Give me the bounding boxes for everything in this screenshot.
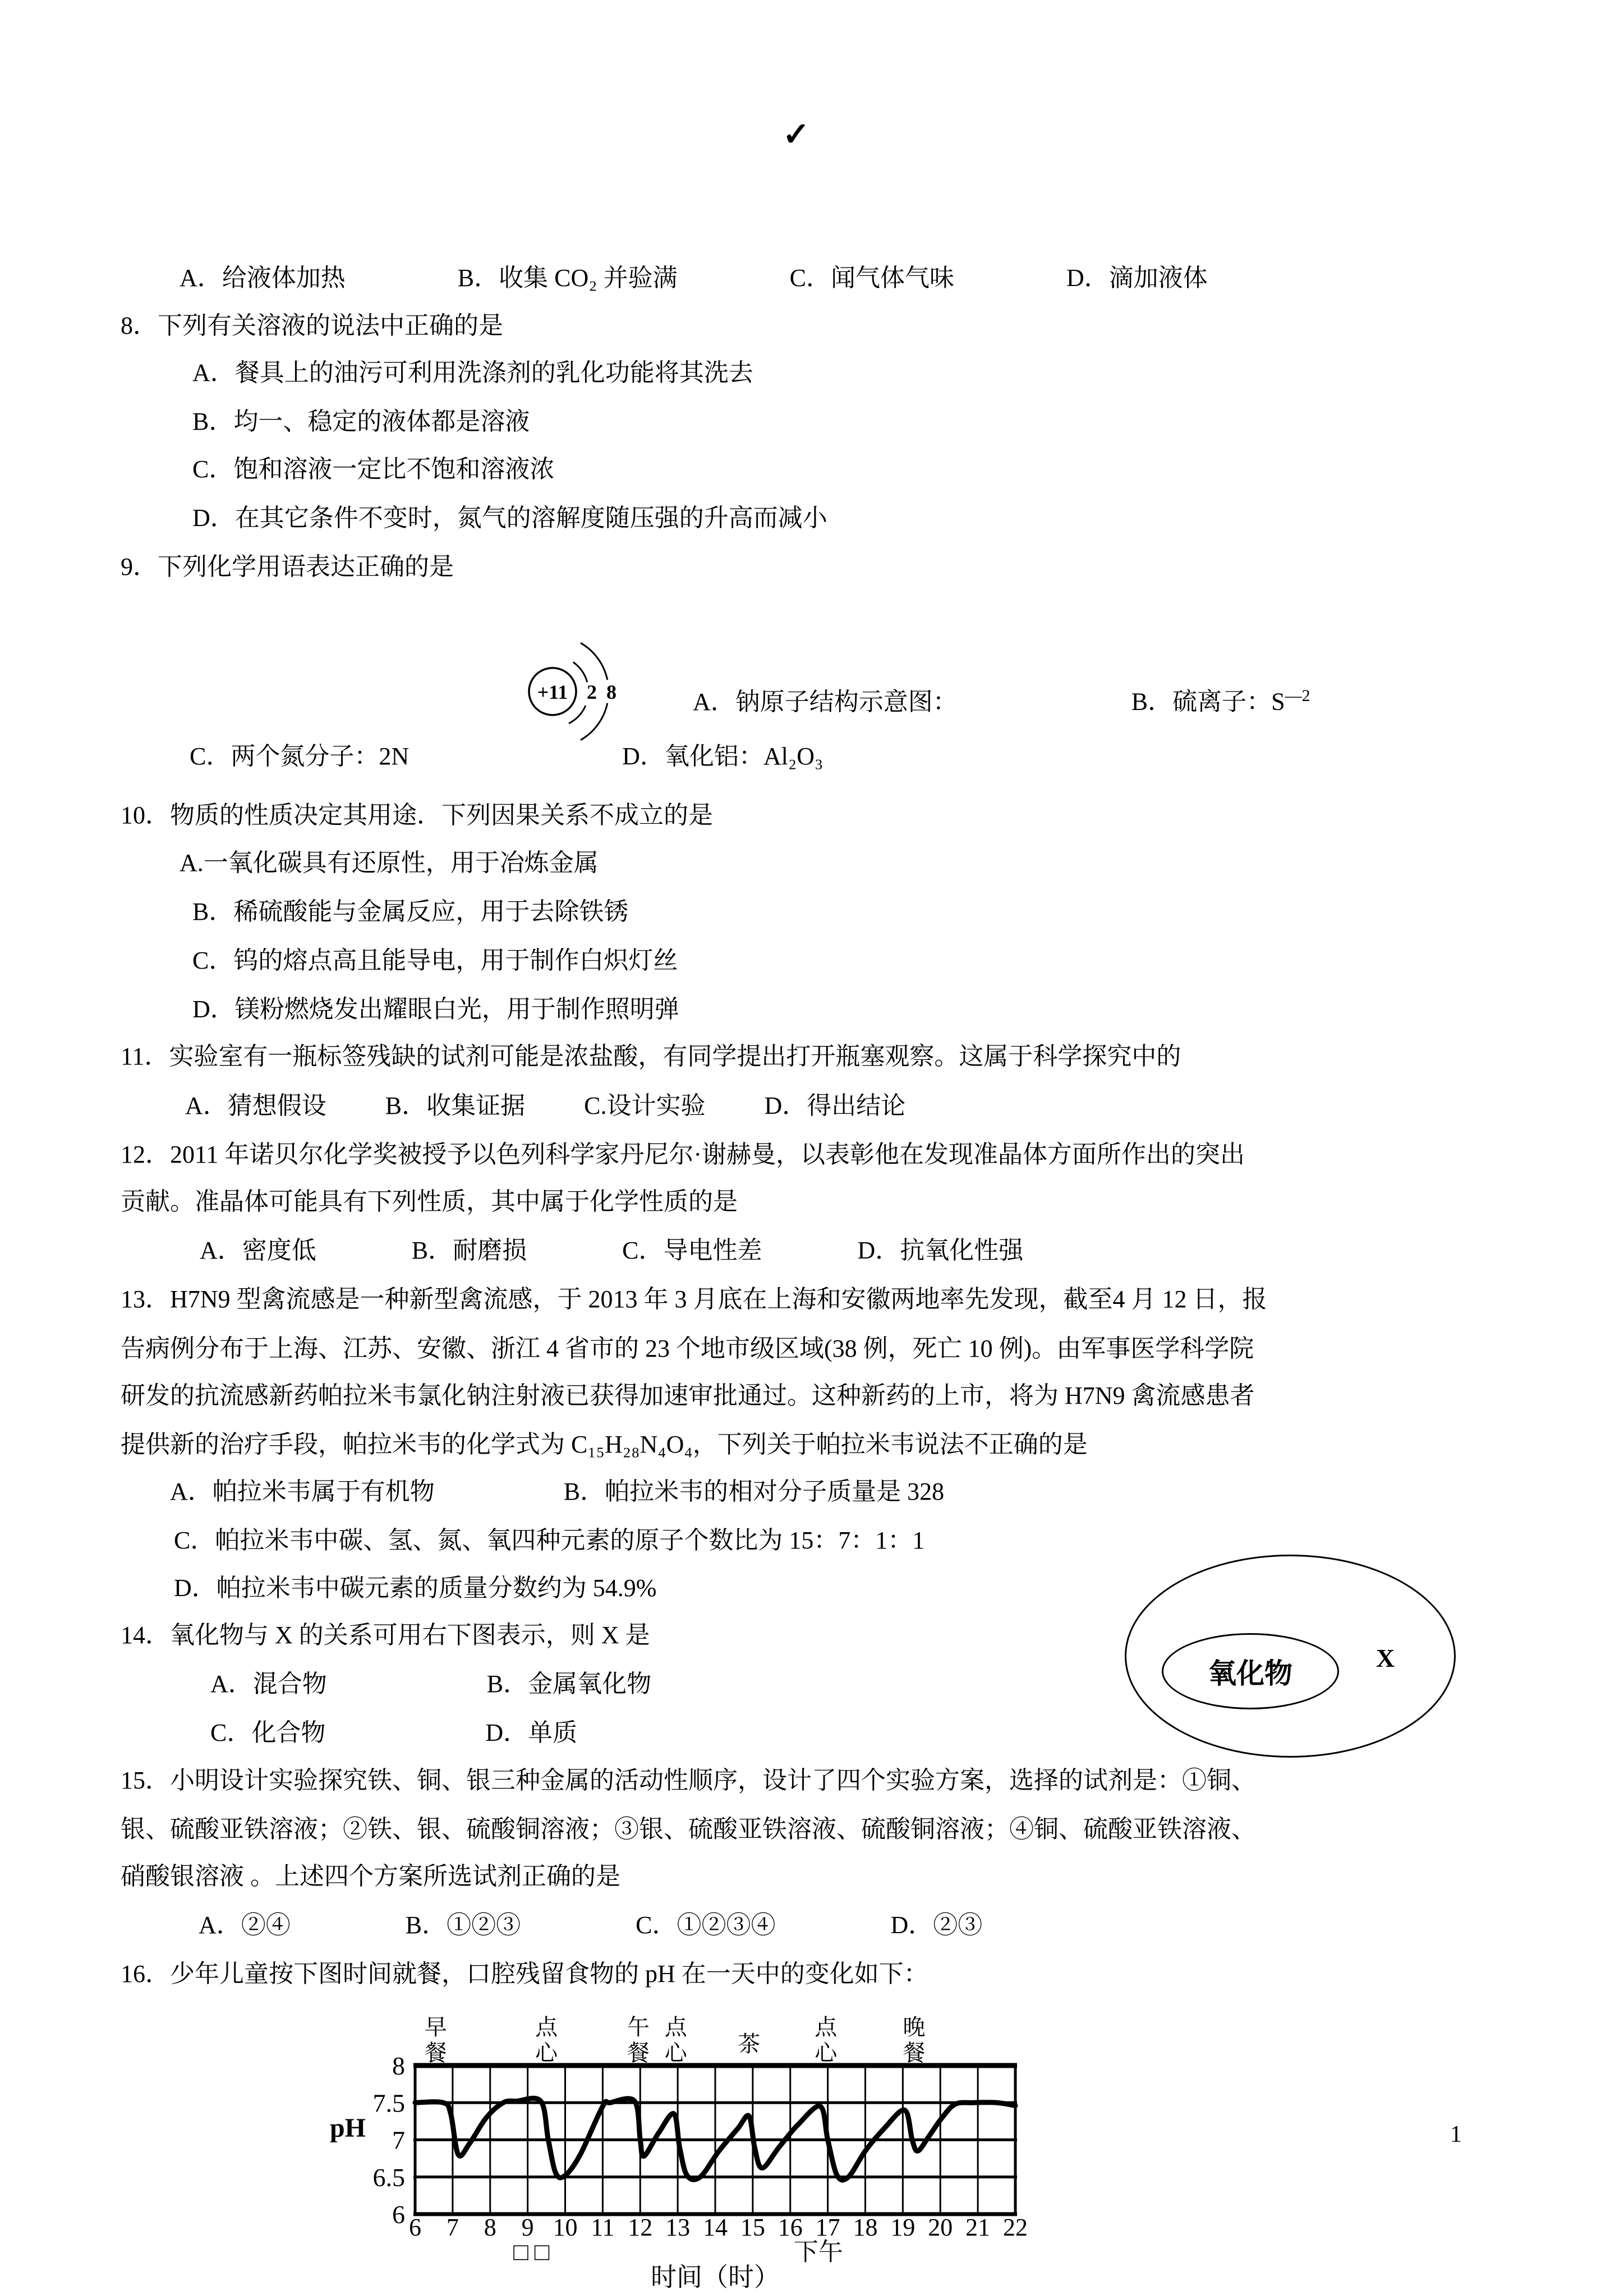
q11-option-d: D．得出结论 [764,1092,906,1119]
q13-option-b: B．帕拉米韦的相对分子质量是 328 [563,1478,945,1505]
q13-stem-line2: 告病例分布于上海、江苏、安徽、浙江 4 省市的 23 个地市级区域(38 例，死亡 10 例)。由军事医学科学院 [121,1335,1254,1362]
q15-option-b: B．①②③ [405,1911,521,1939]
svg-text:pH: pH [329,2113,366,2143]
svg-text:15: 15 [740,2214,765,2241]
svg-text:点心: 点心 [664,2014,687,2066]
svg-text:□ □: □ □ [513,2238,550,2266]
svg-text:7.5: 7.5 [372,2088,405,2118]
atom-nucleus-label: +11 [537,681,568,703]
q10-option-c: C．钨的熔点高且能导电，用于制作白炽灯丝 [192,947,678,974]
svg-text:16: 16 [778,2214,803,2241]
svg-text:7: 7 [392,2126,405,2155]
q15-stem-line3: 硝酸银溶液 。上述四个方案所选试剂正确的是 [121,1862,620,1890]
svg-text:8: 8 [392,2051,405,2080]
venn-inner-ellipse [1162,1633,1339,1709]
q14-option-d: D．单质 [485,1719,578,1746]
svg-text:晚餐: 晚餐 [903,2014,926,2066]
q14-option-a: A．混合物 [210,1670,327,1698]
svg-text:早餐: 早餐 [424,2014,447,2066]
atom-shell1-count: 2 [587,681,597,703]
svg-text:13: 13 [665,2214,691,2241]
svg-text:茶: 茶 [738,2031,761,2057]
q13-option-d: D．帕拉米韦中碳元素的质量分数约为 54.9% [174,1574,657,1602]
q13-stem-line1: 13．H7N9 型禽流感是一种新型禽流感，于 2013 年 3 月底在上海和安徽两地率先发现，截至4 月 12 日，报 [121,1285,1267,1313]
q15-stem-line2: 银、硫酸亚铁溶液；②铁、银、硫酸铜溶液；③银、硫酸亚铁溶液、硫酸铜溶液；④铜、硫酸亚铁溶液、 [121,1815,1256,1843]
q13-stem-line3: 研发的抗流感新药帕拉米韦氯化钠注射液已获得加速审批通过。这种新药的上市，将为 H7N9 禽流感患者 [121,1382,1255,1409]
q10-stem: 10．物质的性质决定其用途．下列因果关系不成立的是 [121,801,713,829]
q12-options-row [200,1233,1023,1268]
q8-option-a: A．餐具上的油污可利用洗涤剂的乳化功能将其洗去 [192,359,753,386]
svg-text:6: 6 [409,2214,421,2241]
svg-text:点心: 点心 [815,2014,838,2066]
svg-text:6: 6 [392,2200,405,2229]
page-number: 1 [1450,2122,1462,2147]
q15-options-row [199,1908,982,1943]
q14-options-ab-row [210,1667,651,1702]
q13-option-c: C．帕拉米韦中碳、氢、氮、氧四种元素的原子个数比为 15：7：1：1 [174,1527,925,1554]
q7-option-d: D．滴加液体 [1066,264,1208,292]
svg-text:6.5: 6.5 [372,2163,405,2192]
q11-options-row [185,1089,905,1123]
svg-text:20: 20 [928,2214,953,2241]
venn-outer-label: X [1376,1644,1395,1672]
q7-option-b: B．收集 CO₂ 并验满 [457,264,678,292]
q12-stem-line1: 12．2011 年诺贝尔化学奖被授予以色列科学家丹尼尔·谢赫曼，以表彰他在发现准晶体方面所作出的突出 [121,1141,1245,1168]
q12-stem-line2: 贡献。准晶体可能具有下列性质，其中属于化学性质的是 [121,1188,738,1215]
q11-stem: 11．实验室有一瓶标签残缺的试剂可能是浓盐酸，有同学提出打开瓶塞观察。这属于科学探究中的 [121,1043,1181,1070]
svg-text:9: 9 [521,2214,534,2241]
q9-option-c: C．两个氮分子：2N [190,743,410,770]
atom-shell2-count: 8 [606,681,617,703]
svg-text:12: 12 [628,2214,653,2241]
svg-text:18: 18 [853,2214,878,2241]
q12-option-b: B．耐磨损 [411,1237,527,1264]
q12-option-d: D．抗氧化性强 [857,1237,1024,1264]
checkmark-icon: ✓ [783,116,810,153]
q13-stem-line4: 提供新的治疗手段，帕拉米韦的化学式为 C₁₅H₂₈N₄O₄，下列关于帕拉米韦说法不正确的是 [121,1431,1088,1458]
q10-option-a: A.一氧化碳具有还原性，用于冶炼金属 [180,849,599,877]
svg-text:22: 22 [1003,2214,1028,2241]
q16-stem: 16．少年儿童按下图时间就餐，口腔残留食物的 pH 在一天中的变化如下： [121,1960,928,1988]
q9-options-cd-row [190,739,823,774]
q8-option-d: D．在其它条件不变时，氮气的溶解度随压强的升高而减小 [192,504,827,532]
svg-text:7: 7 [446,2214,459,2241]
svg-text:8: 8 [484,2214,496,2241]
q7-options-row [180,261,1208,296]
q10-option-d: D．镁粉燃烧发出耀眼白光，用于制作照明弹 [192,995,679,1023]
q7-option-a: A．给液体加热 [180,264,346,292]
svg-text:点心: 点心 [535,2014,558,2066]
q15-stem-line1: 15．小明设计实验探究铁、铜、银三种金属的活动性顺序，设计了四个实验方案，选择的试剂是：①铜、 [121,1767,1256,1794]
q14-stem: 14．氧化物与 X 的关系可用右下图表示，则 X 是 [121,1621,650,1649]
q11-option-a: A．猜想假设 [185,1092,326,1119]
q9-option-a: A．钠原子结构示意图： [693,688,958,716]
sulfide-charge-superscript: —2 [1285,686,1310,705]
svg-text:10: 10 [553,2214,578,2241]
q8-option-c: C．饱和溶液一定比不饱和溶液浓 [192,455,555,483]
svg-text:11: 11 [591,2214,615,2241]
q7-option-c: C．闻气体气味 [789,264,954,292]
ph-chart-svg [292,2007,1077,2296]
svg-text:下午: 下午 [793,2238,843,2266]
svg-text:午餐: 午餐 [627,2014,650,2066]
q14-option-c: C．化合物 [210,1719,326,1746]
q9-option-d: D．氧化铝：Al₂O₃ [622,743,823,770]
q11-option-c: C.设计实验 [584,1092,706,1119]
svg-text:14: 14 [703,2214,728,2241]
svg-text:17: 17 [815,2214,840,2241]
q9-stem: 9．下列化学用语表达正确的是 [121,553,454,580]
q8-option-b: B．均一、稳定的液体都是溶液 [192,408,530,435]
q15-option-c: C．①②③④ [636,1911,776,1939]
svg-text:时间（时）: 时间（时） [651,2263,780,2292]
svg-text:19: 19 [890,2214,915,2241]
q9-option-b: B．硫离子：$S^{—2}$ [1131,686,1310,716]
ph-chart [292,2007,1077,2296]
venn-diagram [1125,1555,1461,1762]
q14-option-b: B．金属氧化物 [486,1670,652,1698]
q12-option-a: A．密度低 [200,1237,316,1264]
q15-option-d: D．②③ [890,1911,983,1939]
q10-option-b: B．稀硫酸能与金属反应，用于去除铁锈 [192,898,629,925]
venn-inner-label: 氧化物 [1208,1658,1292,1689]
q9-options-ab-row [693,679,1310,720]
q13-option-a: A．帕拉米韦属于有机物 [170,1478,435,1505]
q14-options-cd-row [210,1716,577,1750]
svg-text:21: 21 [965,2214,991,2241]
q12-option-c: C．导电性差 [622,1237,762,1264]
q15-option-a: A．②④ [199,1911,291,1939]
q11-option-b: B．收集证据 [385,1092,526,1119]
q13-options-ab-row [170,1474,944,1509]
q8-stem: 8．下列有关溶液的说法中正确的是 [121,312,503,339]
